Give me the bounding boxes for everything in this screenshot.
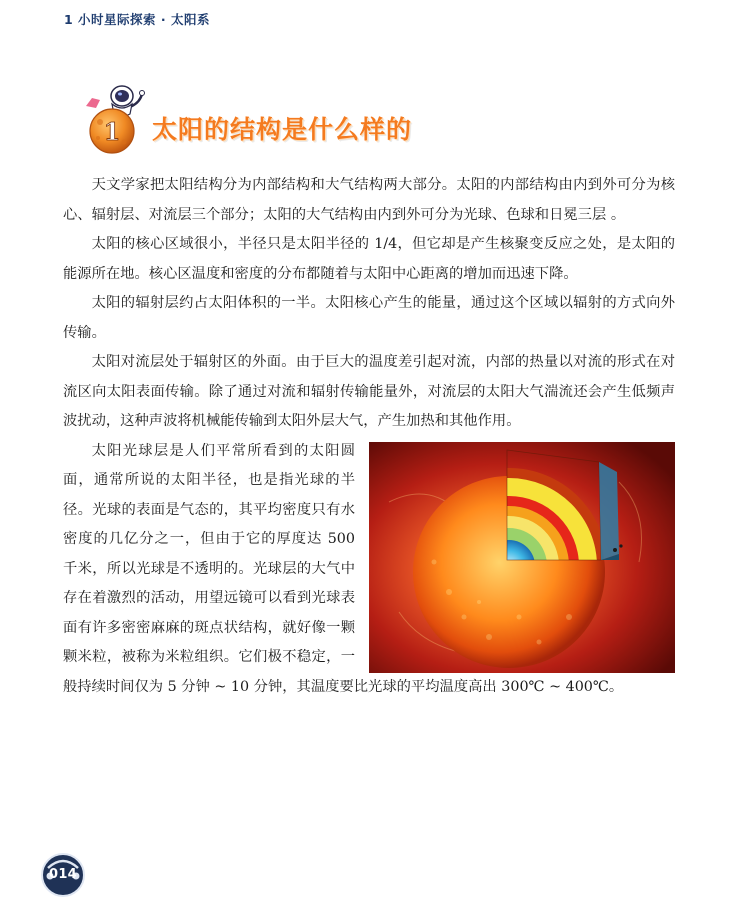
section-number: 1 bbox=[103, 117, 121, 146]
paragraph-text: 太阳光球层是人们平常所看到的太阳圆面，通常所说的太阳半径，也是指光球的半径。光球的表面是气态的，其平均密度只有水密度的几亿分之一，但由于它的厚度达 500 千米，所以光球是不透明的。光球层的大气中存在着激烈的活动，用望远镜可以看到光球表面有许多密密麻麻的斑点状结构，就好像一颗颗米粒，被称为米粒组织。它们极不稳定，一般持续时间仅为 5 分钟 ~ 10 分钟，其温度要比光球的平均温度高出 300℃ ~ 400℃。 bbox=[63, 442, 624, 695]
section-title: 太阳的结构是什么样的 bbox=[152, 115, 413, 144]
body-text bbox=[63, 171, 675, 702]
paragraph-with-figure bbox=[63, 437, 675, 703]
paragraph: 太阳的辐射层约占太阳体积的一半。太阳核心产生的能量，通过这个区域以辐射的方式向外传输。 bbox=[63, 295, 675, 341]
paragraph: 太阳的核心区域很小，半径只是太阳半径的 1/4，但它却是产生核聚变反应之处，是太阳的能源所在地。核心区温度和密度的分布都随着与太阳中心距离的增加而迅速下降。 bbox=[63, 236, 675, 282]
page-number: 014 bbox=[48, 867, 78, 882]
sun-cutaway-figure bbox=[369, 442, 675, 673]
page-number-badge bbox=[40, 852, 86, 898]
section-heading bbox=[78, 76, 678, 156]
paragraph: 天文学家把太阳结构分为内部结构和大气结构两大部分。太阳的内部结构由内到外可分为核心、辐射层、对流层三个部分；太阳的大气结构由内到外可分为光球、色球和日冕三层 。 bbox=[63, 177, 675, 223]
running-head: 1 小时星际探索 · 太阳系 bbox=[64, 12, 211, 27]
paragraph: 太阳对流层处于辐射区的外面。由于巨大的温度差引起对流，内部的热量以对流的形式在对流区向太阳表面传输。除了通过对流和辐射传输能量外，对流层的太阳大气湍流还会产生低频声波扰动，这种声波将机械能传输到太阳外层大气，产生加热和其他作用。 bbox=[63, 354, 675, 429]
sun-structure-illustration bbox=[369, 442, 675, 673]
astronaut-mascot-icon bbox=[78, 76, 148, 156]
